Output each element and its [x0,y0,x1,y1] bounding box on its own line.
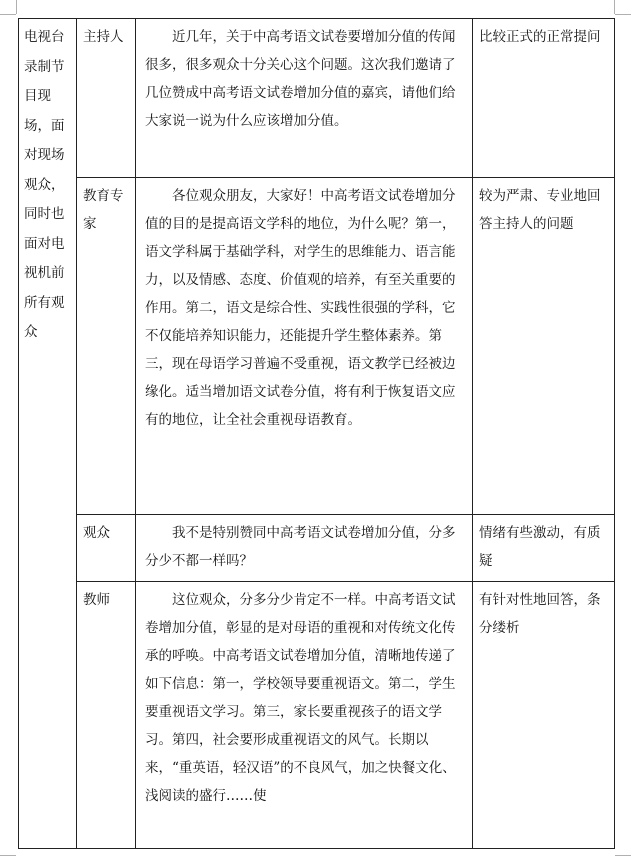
table-row [19,515,615,582]
style-cell: 情绪有些激动，有质疑 [473,515,615,582]
dialogue-analysis-table [18,18,615,849]
style-cell: 较为严肃、专业地回答主持人的问题 [473,178,615,515]
table-row [19,178,615,515]
role-cell: 教师 [77,582,136,849]
crop-mark-top-left [0,14,16,15]
crop-mark-top-left-vertical [16,0,17,14]
role-cell: 观众 [77,515,136,582]
speech-cell: 近几年，关于中高考语文试卷要增加分值的传闻很多，很多观众十分关心这个问题。这次我们邀请了几位赞成中高考语文试卷增加分值的嘉宾，请他们给大家说一说为什么应该增加分值。 [136,19,473,178]
speech-cell: 我不是特别赞同中高考语文试卷增加分值，分多分少不都一样吗？ [136,515,473,582]
style-cell: 有针对性地回答，条分缕析 [473,582,615,849]
table-row [19,19,615,178]
role-cell: 教育专家 [77,178,136,515]
speech-cell: 这位观众，分多分少肯定不一样。中高考语文试卷增加分值，彰显的是对母语的重视和对传统文化传承的呼唤。中高考语文试卷增加分值，清晰地传递了如下信息：第一，学校领导要重视语文。第二，学生要重视语文学习。第三，家长要重视孩子的语文学习。第四，社会要形成重视语文的风气。长期以来，“重英语，轻汉语”的不良风气，加之快餐文化、浅阅读的盛行……使 [136,582,473,849]
speech-cell: 各位观众朋友，大家好！中高考语文试卷增加分值的目的是提高语文学科的地位，为什么呢？第一，语文学科属于基础学科，对学生的思维能力、语言能力，以及情感、态度、价值观的培养，有至关重要的作用。第二，语文是综合性、实践性很强的学科，它不仅能培养知识能力，还能提升学生整体素养。第三，现在母语学习普遍不受重视，语文教学已经被边缘化。适当增加语文试卷分值，将有利于恢复语文应有的地位，让全社会重视母语教育。 [136,178,473,515]
style-cell: 比较正式的正常提问 [473,19,615,178]
crop-mark-top-right-vertical [614,0,615,14]
crop-mark-bottom-left [0,855,16,856]
scene-cell: 电视台录制节目现场，面对现场观众，同时也面对电视机前所有观众 [19,19,77,849]
role-cell: 主持人 [77,19,136,178]
table-row [19,582,615,849]
crop-mark-top-right [615,14,631,15]
crop-mark-bottom-right [615,855,631,856]
